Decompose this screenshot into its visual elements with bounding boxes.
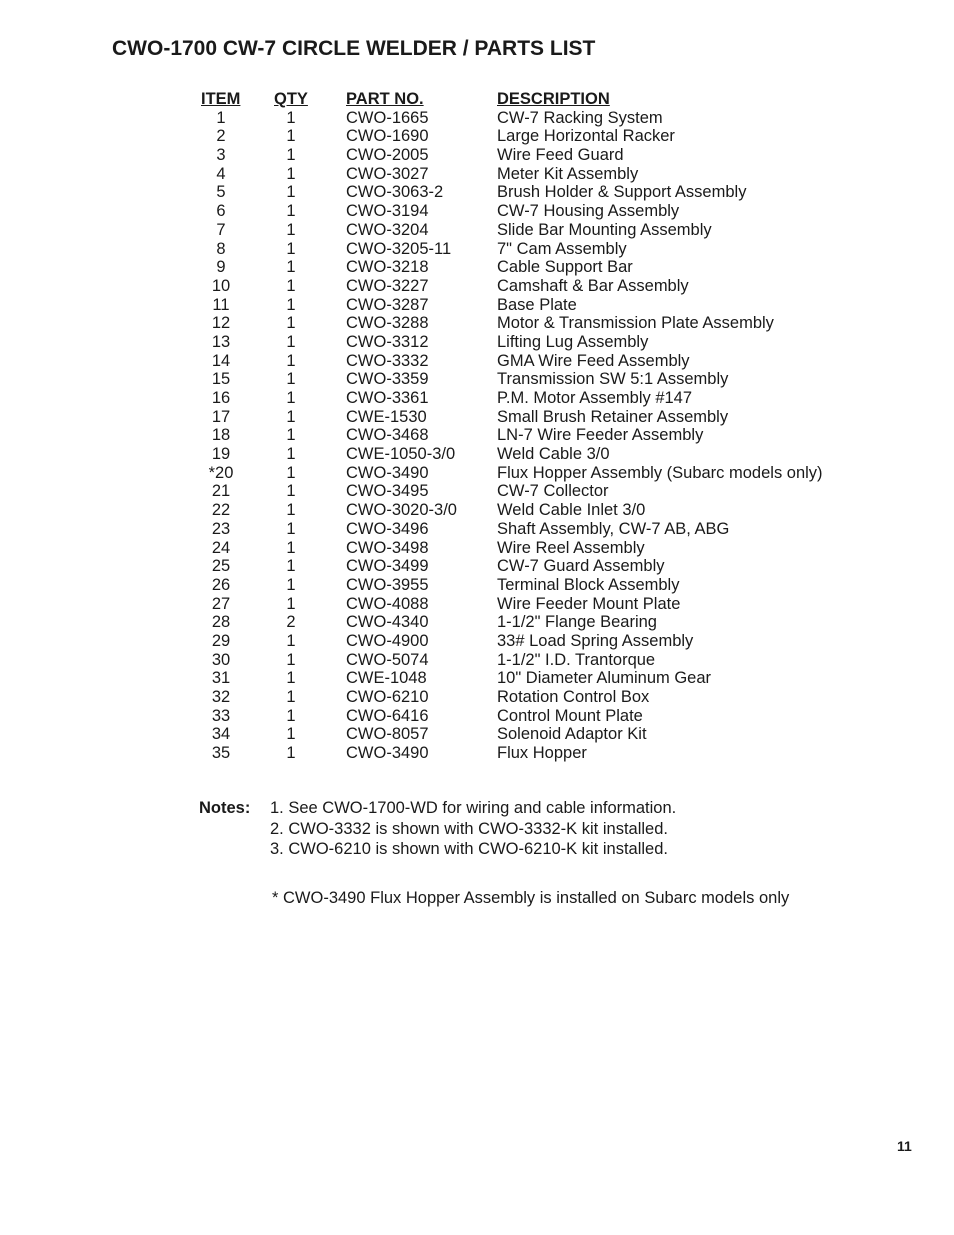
row-item-number: 14: [211, 351, 231, 370]
page-title: CWO-1700 CW-7 CIRCLE WELDER / PARTS LIST: [112, 37, 596, 60]
row-description: 7" Cam Assembly: [497, 239, 627, 258]
row-quantity: 1: [286, 725, 296, 744]
row-description: Camshaft & Bar Assembly: [497, 276, 689, 295]
row-part-number: CWO-3227: [346, 276, 429, 295]
row-part-number: CWE-1050-3/0: [346, 445, 456, 464]
row-item-number: 7: [216, 220, 226, 239]
row-quantity: 1: [286, 482, 296, 501]
row-quantity: 1: [286, 744, 296, 763]
row-description: Flux Hopper Assembly (Subarc models only): [497, 463, 823, 482]
row-quantity: 1: [286, 594, 296, 613]
row-quantity: 1: [286, 370, 296, 389]
row-quantity: 1: [286, 575, 296, 594]
row-part-number: CWO-4900: [346, 631, 429, 650]
row-description: CW-7 Housing Assembly: [497, 202, 680, 221]
row-item-number: 27: [211, 594, 231, 613]
row-item-number: 34: [211, 725, 231, 744]
row-description: P.M. Motor Assembly #147: [497, 389, 693, 407]
row-description: Cable Support Bar: [497, 258, 633, 277]
row-description: 1-1/2" I.D. Trantorque: [497, 650, 656, 669]
row-description: Terminal Block Assembly: [497, 575, 680, 594]
row-item-number: 18: [211, 426, 231, 445]
row-quantity: 1: [286, 426, 296, 445]
row-item-number: 23: [211, 519, 231, 538]
row-part-number: CWO-4340: [346, 613, 429, 632]
row-quantity: 1: [286, 501, 296, 520]
row-description: Brush Holder & Support Assembly: [497, 183, 747, 202]
row-description: CW-7 Racking System: [497, 108, 663, 127]
row-part-number: CWO-3498: [346, 538, 429, 557]
row-quantity: 1: [286, 669, 296, 688]
row-part-number: CWO-3020-3/0: [346, 501, 457, 520]
row-item-number: 12: [211, 314, 231, 333]
row-item-number: 24: [211, 538, 231, 557]
row-quantity: 1: [286, 463, 296, 482]
row-part-number: CWO-3359: [346, 370, 429, 389]
row-part-number: CWO-3312: [346, 332, 429, 351]
row-part-number: CWO-3955: [346, 575, 429, 594]
row-description: Shaft Assembly, CW-7 AB, ABG: [497, 519, 730, 538]
row-item-number: 21: [211, 482, 231, 501]
row-description: Lifting Lug Assembly: [497, 332, 649, 351]
row-quantity: 1: [286, 351, 296, 370]
header-description: DESCRIPTION: [497, 90, 610, 108]
row-description: Transmission SW 5:1 Assembly: [497, 370, 729, 389]
row-quantity: 1: [286, 183, 296, 202]
row-item-number: 15: [211, 370, 231, 389]
row-part-number: CWO-3361: [346, 389, 429, 407]
row-quantity: 1: [286, 519, 296, 538]
row-description: Small Brush Retainer Assembly: [497, 407, 729, 426]
row-item-number: 5: [216, 183, 226, 202]
row-item-number: 3: [216, 146, 226, 165]
row-quantity: 1: [286, 650, 296, 669]
row-part-number: CWO-6210: [346, 688, 429, 706]
note-2: 2. CWO-3332 is shown with CWO-3332-K kit installed.: [270, 819, 668, 838]
row-part-number: CWO-3490: [346, 744, 429, 763]
row-item-number: 19: [211, 445, 231, 464]
row-description: 10" Diameter Aluminum Gear: [497, 669, 712, 688]
row-part-number: CWE-1048: [346, 669, 427, 688]
notes-label: Notes:: [199, 799, 251, 817]
row-part-number: CWO-3468: [346, 426, 429, 445]
row-quantity: 1: [286, 631, 296, 650]
row-part-number: CWO-6416: [346, 706, 429, 725]
row-part-number: CWO-3287: [346, 295, 429, 314]
row-item-number: 1: [216, 108, 226, 127]
row-part-number: CWO-3027: [346, 164, 429, 183]
row-description: GMA Wire Feed Assembly: [497, 351, 690, 370]
row-description: Wire Feeder Mount Plate: [497, 594, 681, 613]
row-quantity: 2: [286, 613, 296, 632]
row-description: CW-7 Guard Assembly: [497, 557, 665, 576]
row-description: Flux Hopper: [497, 744, 587, 763]
row-part-number: CWO-3205-11: [346, 239, 452, 258]
row-item-number: 6: [216, 202, 226, 221]
row-item-number: 8: [216, 239, 226, 258]
row-quantity: 1: [286, 389, 296, 407]
row-description: Slide Bar Mounting Assembly: [497, 220, 712, 239]
row-quantity: 1: [286, 108, 296, 127]
row-item-number: 9: [216, 258, 226, 277]
row-item-number: 2: [216, 127, 226, 146]
row-quantity: 1: [286, 314, 296, 333]
row-quantity: 1: [286, 706, 296, 725]
row-part-number: CWO-3288: [346, 314, 429, 333]
row-part-number: CWO-3194: [346, 202, 429, 221]
header-qty: QTY: [274, 90, 308, 108]
row-part-number: CWO-3204: [346, 220, 429, 239]
row-item-number: 32: [211, 688, 231, 706]
row-quantity: 1: [286, 332, 296, 351]
row-description: Wire Reel Assembly: [497, 538, 645, 557]
row-quantity: 1: [286, 557, 296, 576]
row-item-number: 29: [211, 631, 231, 650]
row-part-number: CWO-1690: [346, 127, 429, 146]
header-item: ITEM: [201, 90, 241, 108]
row-quantity: 1: [286, 538, 296, 557]
row-item-number: 17: [211, 407, 231, 426]
row-description: CW-7 Collector: [497, 482, 609, 501]
row-part-number: CWO-3490: [346, 463, 429, 482]
row-item-number: 13: [211, 332, 231, 351]
row-quantity: 1: [286, 220, 296, 239]
row-part-number: CWO-3496: [346, 519, 429, 538]
row-item-number: 26: [211, 575, 231, 594]
row-part-number: CWE-1530: [346, 407, 427, 426]
row-description: 33# Load Spring Assembly: [497, 631, 694, 650]
footnote: * CWO-3490 Flux Hopper Assembly is installed on Subarc models only: [272, 889, 790, 907]
row-quantity: 1: [286, 239, 296, 258]
row-quantity: 1: [286, 688, 296, 706]
row-description: Solenoid Adaptor Kit: [497, 725, 647, 744]
header-part-no: PART NO.: [346, 90, 424, 108]
row-quantity: 1: [286, 127, 296, 146]
note-3: 3. CWO-6210 is shown with CWO-6210-K kit installed.: [270, 840, 668, 858]
row-part-number: CWO-1665: [346, 108, 429, 127]
row-item-number: 35: [211, 744, 231, 763]
row-description: 1-1/2" Flange Bearing: [497, 613, 657, 632]
row-quantity: 1: [286, 445, 296, 464]
row-quantity: 1: [286, 295, 296, 314]
row-description: Meter Kit Assembly: [497, 164, 639, 183]
row-description: LN-7 Wire Feeder Assembly: [497, 426, 704, 445]
row-item-number: 22: [211, 501, 231, 520]
row-item-number: 10: [211, 276, 231, 295]
row-item-number: 33: [211, 706, 231, 725]
row-description: Motor & Transmission Plate Assembly: [497, 314, 774, 333]
row-quantity: 1: [286, 407, 296, 426]
row-description: Rotation Control Box: [497, 688, 650, 706]
row-quantity: 1: [286, 164, 296, 183]
row-description: Large Horizontal Racker: [497, 127, 675, 146]
row-description: Base Plate: [497, 295, 577, 314]
row-item-number: 11: [212, 295, 230, 314]
row-item-number: 28: [211, 613, 231, 632]
row-item-number: *20: [208, 463, 234, 482]
row-quantity: 1: [286, 146, 296, 165]
row-item-number: 25: [211, 557, 231, 576]
row-quantity: 1: [286, 276, 296, 295]
row-item-number: 4: [216, 164, 226, 183]
row-item-number: 31: [211, 669, 231, 688]
row-part-number: CWO-8057: [346, 725, 429, 744]
row-part-number: CWO-3332: [346, 351, 429, 370]
row-description: Wire Feed Guard: [497, 146, 624, 165]
row-description: Control Mount Plate: [497, 706, 643, 725]
row-part-number: CWO-4088: [346, 594, 429, 613]
row-item-number: 16: [211, 389, 231, 407]
row-item-number: 30: [211, 650, 231, 669]
row-description: Weld Cable 3/0: [497, 445, 610, 464]
row-part-number: CWO-3499: [346, 557, 429, 576]
row-part-number: CWO-2005: [346, 146, 429, 165]
note-1: 1. See CWO-1700-WD for wiring and cable information.: [270, 799, 677, 817]
row-part-number: CWO-3495: [346, 482, 429, 501]
row-quantity: 1: [286, 258, 296, 277]
row-part-number: CWO-3218: [346, 258, 429, 277]
row-part-number: CWO-3063-2: [346, 183, 444, 202]
row-description: Weld Cable Inlet 3/0: [497, 501, 646, 520]
row-part-number: CWO-5074: [346, 650, 429, 669]
page-number: 11: [897, 1138, 912, 1154]
row-quantity: 1: [286, 202, 296, 221]
